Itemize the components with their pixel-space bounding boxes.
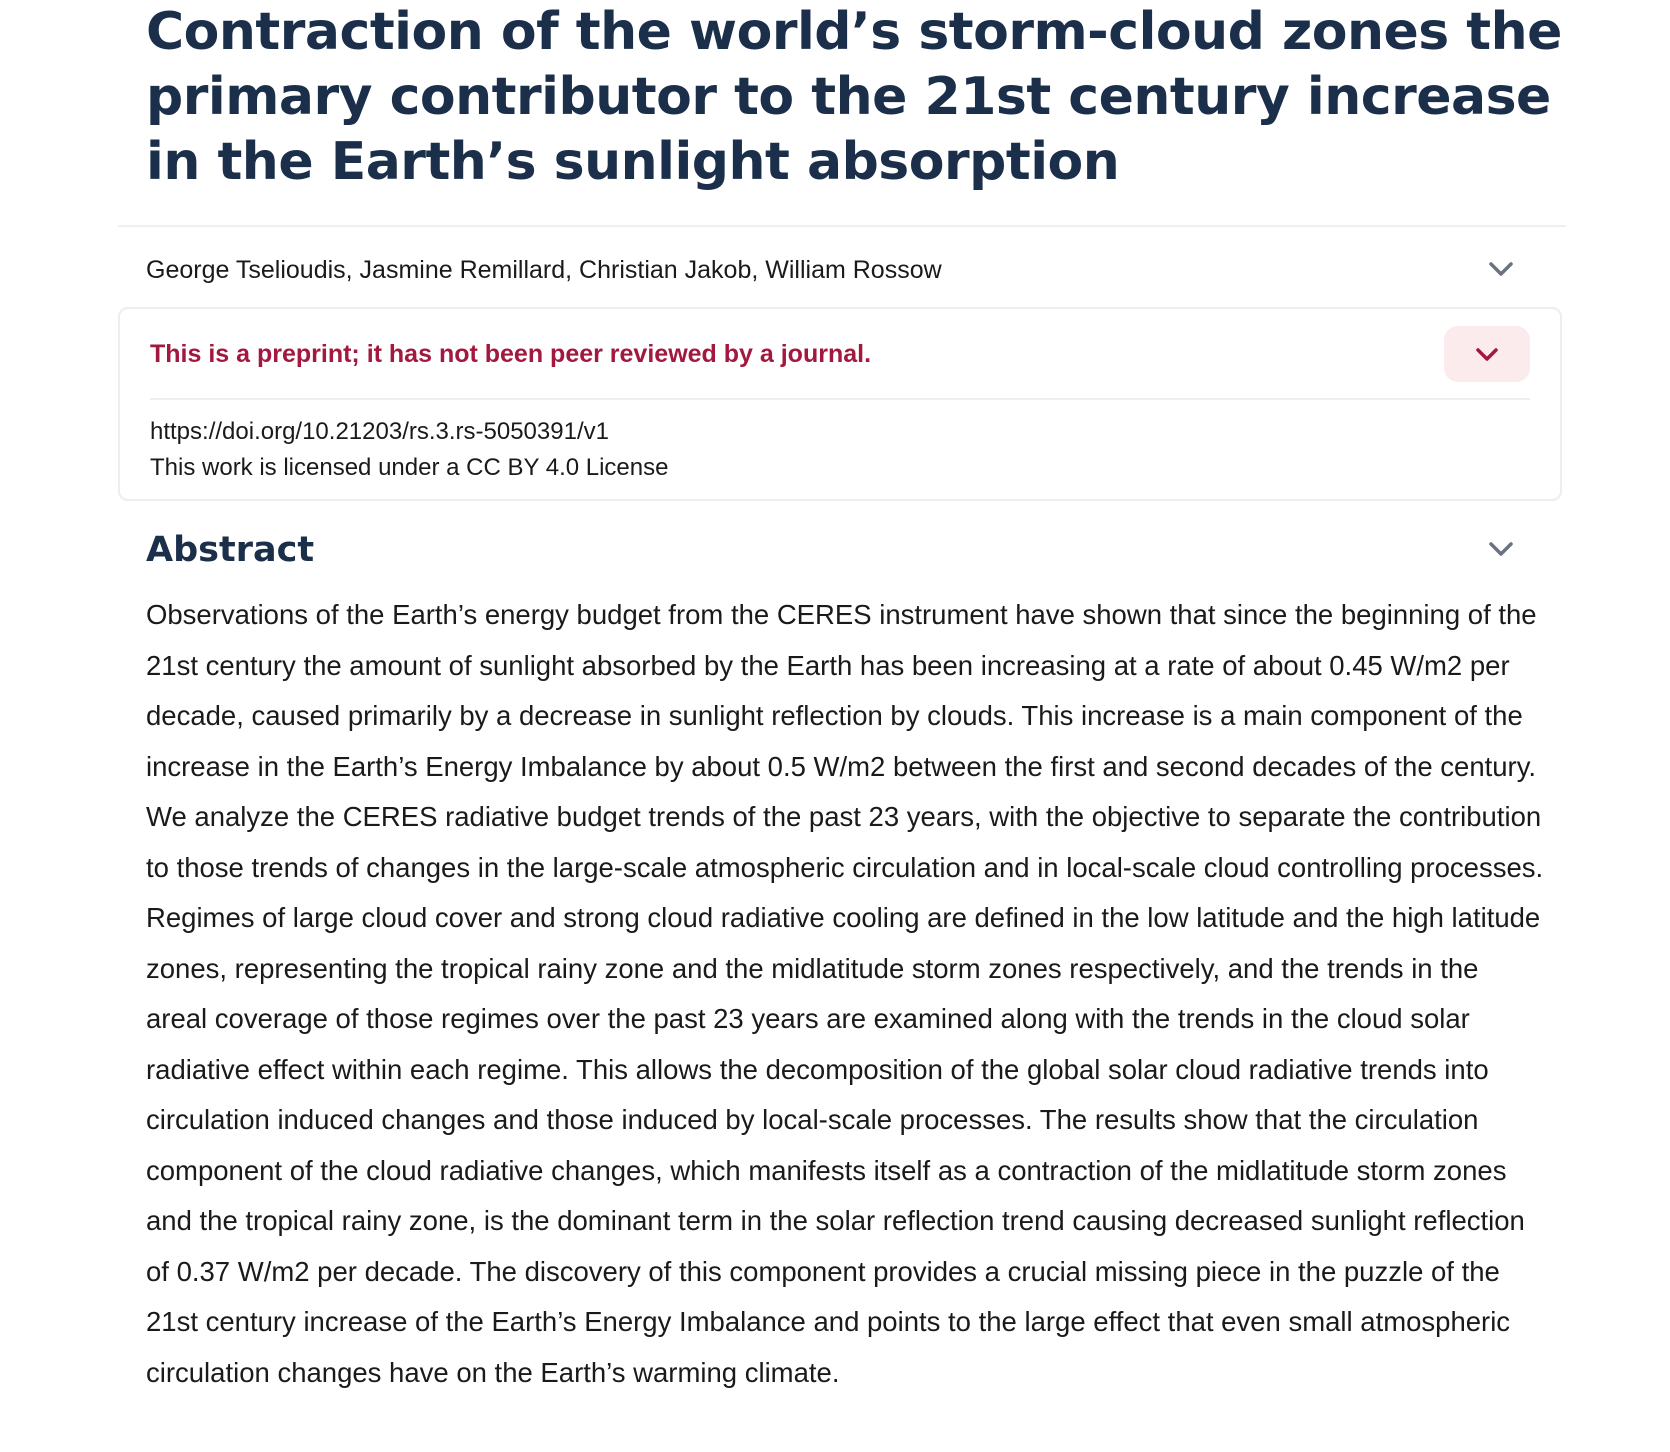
preprint-divider bbox=[150, 398, 1530, 400]
abstract-header[interactable] bbox=[146, 526, 1526, 576]
authors-list: George Tselioudis, Jasmine Remillard, Christian Jakob, William Rossow bbox=[146, 256, 942, 284]
authors-row[interactable] bbox=[146, 250, 1526, 290]
abstract-text: Observations of the Earth’s energy budget from the CERES instrument have shown that since the beginning of the 21st century the amount of sunlight absorbed by the Earth has been increasing at a rate of about 0.45 W/m2 per decade, caused primarily by a decrease in sunlight reflection by clouds. This increase is a main component of the increase in the Earth’s Energy Imbalance by about 0.5 W/m2 between the first and second decades of the century. We analyze the CERES radiative budget trends of the past 23 years, with the objective to separate the contribution to those trends of changes in the large-scale atmospheric circulation and in local-scale cloud controlling processes. Regimes of large cloud cover and strong cloud radiative cooling are defined in the low latitude and the high latitude zones, representing the tropical rainy zone and the midlatitude storm zones respectively, and the trends in the areal coverage of those regimes over the past 23 years are examined along with the trends in the cloud solar radiative effect within each regime. This allows the decomposition of the global solar cloud radiative trends into circulation induced changes and those induced by local-scale processes. The results show that the circulation component of the cloud radiative changes, which manifests itself as a contraction of the midlatitude storm zones and the tropical rainy zone, is the dominant term in the solar reflection trend causing decreased sunlight reflection of 0.37 W/m2 per decade. The discovery of this component provides a crucial missing piece in the puzzle of the 21st century increase of the Earth’s Energy Imbalance and points to the large effect that even small atmospheric circulation changes have on the Earth’s warming climate. bbox=[146, 599, 1544, 1388]
chevron-down-icon[interactable] bbox=[1486, 534, 1516, 564]
doi-link[interactable]: https://doi.org/10.21203/rs.3.rs-5050391/v1 bbox=[150, 418, 609, 445]
chevron-down-icon[interactable] bbox=[1486, 254, 1516, 284]
preprint-notice: This is a preprint; it has not been peer reviewed by a journal. bbox=[150, 340, 872, 368]
title-divider bbox=[118, 225, 1566, 227]
license-text: This work is licensed under a CC BY 4.0 License bbox=[150, 454, 669, 481]
preprint-info-box bbox=[118, 307, 1562, 501]
preprint-toggle-button[interactable] bbox=[1444, 326, 1530, 382]
article-title: Contraction of the world’s storm-cloud zones the primary contributor to the 21st century increase in the Earth’s sunlight absorption bbox=[146, 2, 1562, 192]
chevron-down-icon bbox=[1473, 340, 1501, 368]
abstract-heading: Abstract bbox=[146, 530, 315, 570]
